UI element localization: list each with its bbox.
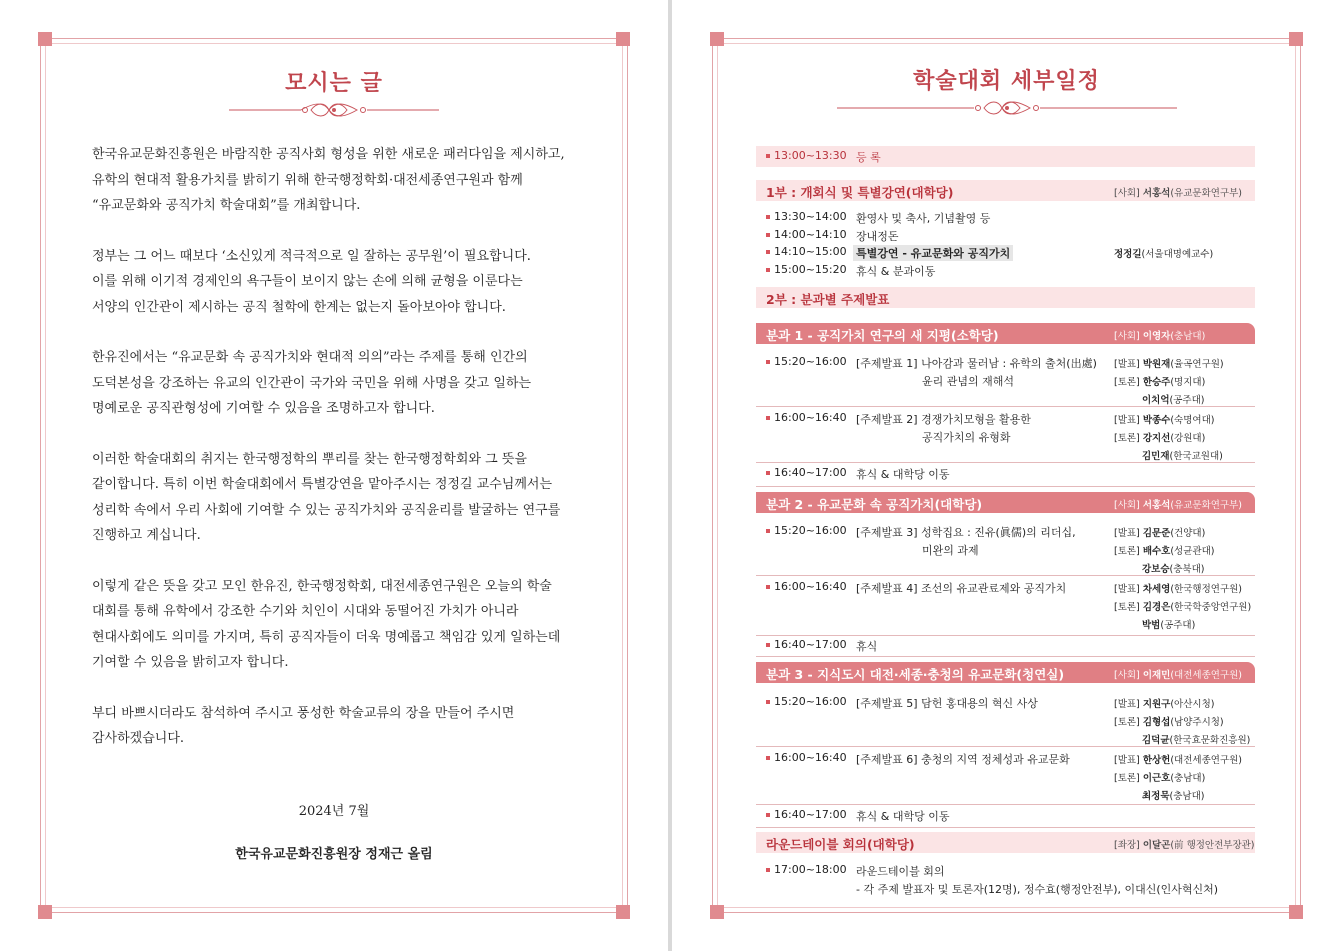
- letter-line: 감사하겠습니다.: [92, 731, 185, 746]
- session-header: [756, 323, 1255, 344]
- session-host: [1114, 497, 1242, 511]
- roundtable-header: [756, 832, 1255, 853]
- participant: [1114, 374, 1205, 388]
- letter-line: 진행하고 계십니다.: [92, 528, 201, 543]
- talk-subtitle: 윤리 관념의 재해석: [922, 375, 1015, 388]
- participant-aff: (한국교원대): [1169, 451, 1223, 462]
- row-separator: [756, 575, 1255, 576]
- row-desc: 장내정돈: [856, 230, 899, 243]
- letter-paragraph: [92, 447, 584, 549]
- participant-role: [토론]: [1114, 717, 1140, 728]
- row-separator: [756, 746, 1255, 747]
- host-name: 이재민: [1142, 670, 1171, 681]
- participant: [1114, 752, 1242, 766]
- participant: [1114, 696, 1214, 710]
- session-host: [1114, 328, 1205, 342]
- row-separator: [756, 804, 1255, 805]
- participant-aff: (강원대): [1170, 433, 1206, 444]
- registration-label: 등 록: [856, 151, 881, 164]
- participant-role: [발표]: [1114, 755, 1140, 766]
- schedule-title: 학술대회 세부일정: [913, 69, 1100, 94]
- corner-ornament: [616, 32, 630, 46]
- letter-line: “유교문화와 공직가치 학술대회”를 개최합니다.: [92, 198, 361, 213]
- talk-subtitle: 미완의 과제: [922, 544, 979, 557]
- talk-subtitle: 공직가치의 유형화: [922, 431, 1011, 444]
- talk-title: [주제발표 4] 조선의 유교관료제와 공직가치: [856, 582, 1067, 595]
- participant-aff: (대전세종연구원): [1170, 755, 1242, 766]
- participant-name: 김경은: [1142, 602, 1171, 613]
- participant-aff: (아산시청): [1170, 699, 1215, 710]
- row-separator: [756, 406, 1255, 407]
- letter-paragraph: [92, 345, 584, 422]
- participant-aff: (건양대): [1170, 528, 1206, 539]
- participant-name: 이치억: [1142, 395, 1170, 406]
- row-time: 14:00~14:10: [774, 228, 847, 241]
- participant-aff: (성균관대): [1170, 546, 1215, 557]
- participant: [1142, 448, 1223, 462]
- row-separator: [756, 486, 1255, 487]
- bullet-icon: [766, 585, 770, 589]
- letter-line: 도덕본성을 강조하는 유교의 인간관이 국가와 국민을 위해 사명을 갖고 일하는: [92, 375, 532, 391]
- participant-name: 강보승: [1142, 564, 1170, 575]
- participant-aff: (공주대): [1160, 620, 1196, 631]
- row-separator: [756, 635, 1255, 636]
- bullet-icon: [766, 416, 770, 420]
- invitation-letter: [92, 142, 584, 777]
- participant-aff: (공주대): [1169, 395, 1205, 406]
- part2-title: 2부 : 분과별 주제발표: [766, 292, 890, 307]
- participant: [1142, 561, 1204, 575]
- row-separator: [756, 656, 1255, 657]
- host-aff: (유교문화연구부): [1170, 500, 1242, 511]
- letter-line: 명예로운 공직관형성에 기여할 수 있음을 조명하고자 합니다.: [92, 401, 435, 416]
- corner-ornament: [616, 905, 630, 919]
- break-time: 16:40~17:00: [774, 638, 847, 651]
- row-separator: [756, 462, 1255, 463]
- break-desc: 휴식 & 대학당 이동: [856, 468, 950, 481]
- letter-date: 2024년 7월: [298, 804, 370, 819]
- part2-header: [756, 287, 1255, 308]
- participant: [1142, 617, 1195, 631]
- bullet-icon: [766, 215, 770, 219]
- break-time: 16:40~17:00: [774, 808, 847, 821]
- participant-role: [발표]: [1114, 359, 1140, 370]
- participant: [1142, 788, 1204, 802]
- corner-ornament: [38, 905, 52, 919]
- letter-line: 대회를 통해 유학에서 강조한 수기와 치인이 시대와 동떨어진 가치가 아니라: [92, 604, 519, 619]
- letter-line: 한국유교문화진흥원은 바람직한 공직사회 형성을 위한 새로운 패러다임을 제시하고,: [92, 147, 565, 162]
- participant-name: 김형섭: [1142, 717, 1171, 728]
- letter-paragraph: [92, 574, 584, 676]
- bullet-icon: [766, 700, 770, 704]
- row-desc: 휴식 & 분과이동: [856, 265, 936, 278]
- talk-title: [주제발표 1] 나아감과 물러남 : 유학의 출처(出處): [856, 357, 1097, 370]
- participant-role: [토론]: [1114, 602, 1140, 613]
- part1-title: 1부 : 개회식 및 특별강연(대학당): [766, 185, 954, 200]
- participant-name: 최정묵: [1142, 791, 1170, 802]
- talk-row: [756, 411, 1255, 461]
- roundtable-chair: [좌장] 이달곤(前 행정안전부장관): [1114, 840, 1255, 851]
- lecturer: 정정길(서울대명예교수): [1114, 249, 1214, 260]
- participant-role: [발표]: [1114, 584, 1140, 595]
- bullet-icon: [766, 643, 770, 647]
- talk-row: [756, 695, 1255, 745]
- participant-role: [토론]: [1114, 433, 1140, 444]
- break-desc: 휴식 & 대학당 이동: [856, 810, 950, 823]
- participant-role: [발표]: [1114, 528, 1140, 539]
- special-lecture: 특별강연 - 유교문화와 공직가치: [853, 245, 1013, 261]
- participant-role: [발표]: [1114, 415, 1140, 426]
- participant-name: 박원재: [1142, 359, 1171, 370]
- session-title: 분과 2 - 유교문화 속 공직가치(대학당): [766, 497, 983, 512]
- corner-ornament: [710, 32, 724, 46]
- bullet-icon: [766, 154, 770, 158]
- participant: [1114, 412, 1214, 426]
- participant-name: 한상헌: [1142, 755, 1171, 766]
- participant-name: 김민재: [1142, 451, 1170, 462]
- participant: [1114, 581, 1242, 595]
- talk-time: 15:20~16:00: [774, 355, 847, 368]
- participant: [1114, 430, 1205, 444]
- bullet-icon: [766, 250, 770, 254]
- right-page: [672, 0, 1341, 951]
- participant-aff: (한국효문화진흥원): [1169, 735, 1251, 746]
- corner-ornament: [710, 905, 724, 919]
- row-separator: [756, 827, 1255, 828]
- letter-line: 이렇게 같은 뜻을 갖고 모인 한유진, 한국행정학회, 대전세종연구원은 오늘의 학술: [92, 578, 552, 594]
- participant-role: [토론]: [1114, 773, 1140, 784]
- talk-time: 16:00~16:40: [774, 580, 847, 593]
- participant-name: 차세영: [1142, 584, 1171, 595]
- row-time: 14:10~15:00: [774, 245, 847, 258]
- page-title: 모시는 글: [285, 71, 383, 96]
- letter-line: 같이합니다. 특히 이번 학술대회에서 특별강연을 맡아주시는 정정길 교수님께서는: [92, 477, 553, 492]
- session-title: 분과 1 - 공직가치 연구의 새 지평(소학당): [766, 328, 999, 343]
- letter-line: 유학의 현대적 활용가치를 밝히기 위해 한국행정학회·대전세종연구원과 함께: [92, 172, 523, 188]
- session-header: [756, 492, 1255, 513]
- participant-aff: (남양주시청): [1170, 717, 1224, 728]
- row-time: 13:30~14:00: [774, 210, 847, 223]
- talk-title: [주제발표 6] 충청의 지역 정체성과 유교문화: [856, 753, 1070, 766]
- talk-time: 15:20~16:00: [774, 695, 847, 708]
- talk-row: [756, 751, 1255, 801]
- letter-line: 부디 바쁘시더라도 참석하여 주시고 풍성한 학술교류의 장을 만들어 주시면: [92, 705, 515, 721]
- participant-name: 배수호: [1142, 546, 1171, 557]
- session-header: [756, 662, 1255, 683]
- corner-ornament: [1289, 905, 1303, 919]
- participant: [1142, 732, 1250, 746]
- participant: [1114, 525, 1205, 539]
- talk-time: 15:20~16:00: [774, 524, 847, 537]
- talk-title: [주제발표 2] 경쟁가치모형을 활용한: [856, 413, 1031, 426]
- participant-aff: (율곡연구원): [1170, 359, 1224, 370]
- participant: [1114, 543, 1214, 557]
- participant: [1114, 770, 1205, 784]
- bullet-icon: [766, 471, 770, 475]
- letter-line: 한유진에서는 “유교문화 속 공직가치와 현대적 의의”라는 주제를 통해 인간의: [92, 350, 528, 365]
- bullet-icon: [766, 268, 770, 272]
- host-aff: (대전세종연구원): [1170, 670, 1242, 681]
- participant-name: 이근호: [1142, 773, 1171, 784]
- participant-role: [발표]: [1114, 699, 1140, 710]
- letter-line: 이를 위해 이기적 경제인의 욕구들이 보이지 않는 손에 의해 균형을 이룬다는: [92, 274, 523, 289]
- session-host: [1114, 667, 1242, 681]
- letter-paragraph: [92, 701, 584, 752]
- letter-line: 성리학 속에서 우리 사회에 기여할 수 있는 공직가치와 공직윤리를 발굴하는 연구를: [92, 502, 561, 518]
- bullet-icon: [766, 233, 770, 237]
- talk-time: 16:00~16:40: [774, 751, 847, 764]
- letter-signature: 한국유교문화진흥원장 정재근 올림: [235, 847, 433, 862]
- session-title: 분과 3 - 지식도시 대전·세종·충청의 유교문화(청연실): [766, 667, 1065, 682]
- row-time: 15:00~15:20: [774, 263, 847, 276]
- row-subdesc: - 각 주제 발표자 및 토론자(12명), 정수효(행정안전부), 이대신(인사혁신처): [856, 883, 1219, 896]
- participant-role: [토론]: [1114, 377, 1140, 388]
- left-page: [0, 0, 668, 951]
- letter-line: 이러한 학술대회의 취지는 한국행정학의 뿌리를 찾는 한국행정학회와 그 뜻을: [92, 451, 527, 467]
- participant-name: 강지선: [1142, 433, 1171, 444]
- bullet-icon: [766, 813, 770, 817]
- talk-row: [756, 524, 1255, 574]
- break-time: 16:40~17:00: [774, 466, 847, 479]
- participant-aff: (충북대): [1169, 564, 1205, 575]
- participant-aff: (충남대): [1169, 791, 1205, 802]
- host-role: [사회]: [1114, 500, 1140, 511]
- participant: [1114, 714, 1224, 728]
- registration-time: 13:00~13:30: [774, 149, 847, 162]
- corner-ornament: [38, 32, 52, 46]
- participant-name: 김문준: [1142, 528, 1171, 539]
- roundtable-title: 라운드테이블 회의(대학당): [766, 837, 915, 852]
- divider-ornament-icon: [229, 100, 439, 120]
- corner-ornament: [1289, 32, 1303, 46]
- talk-title: [주제발표 5] 담헌 홍대용의 혁신 사상: [856, 697, 1038, 710]
- letter-paragraph: [92, 244, 584, 321]
- part1-header: [756, 180, 1255, 201]
- participant: [1142, 392, 1204, 406]
- bullet-icon: [766, 360, 770, 364]
- host-aff: (충남대): [1170, 331, 1206, 342]
- participant-name: 박범: [1142, 620, 1161, 631]
- registration-bar: [756, 146, 1255, 167]
- letter-line: 현대사회에도 의미를 가지며, 특히 공직자들이 더욱 명예롭고 책임감 있게 일하는데: [92, 629, 561, 645]
- host-role: [사회]: [1114, 670, 1140, 681]
- bullet-icon: [766, 868, 770, 872]
- letter-line: 기여할 수 있음을 밝히고자 합니다.: [92, 655, 289, 670]
- participant-aff: (한국행정연구원): [1170, 584, 1242, 595]
- host-name: 이영자: [1142, 331, 1171, 342]
- participant-role: [토론]: [1114, 546, 1140, 557]
- talk-time: 16:00~16:40: [774, 411, 847, 424]
- talk-title: [주제발표 3] 성학집요 : 진유(眞儒)의 리더십,: [856, 526, 1076, 539]
- host-name: 서홍석: [1142, 500, 1171, 511]
- break-desc: 휴식: [856, 640, 878, 653]
- participant-aff: (숙명여대): [1170, 415, 1215, 426]
- bullet-icon: [766, 529, 770, 533]
- talk-row: [756, 580, 1255, 630]
- participant-aff: (명지대): [1170, 377, 1206, 388]
- part1-host: [사회] 서홍석(유교문화연구부): [1114, 188, 1242, 199]
- divider-ornament-icon: [837, 98, 1177, 118]
- participant: [1114, 599, 1251, 613]
- participant-name: 김덕균: [1142, 735, 1170, 746]
- row-desc: 환영사 및 축사, 기념촬영 등: [856, 212, 991, 225]
- row-time: 17:00~18:00: [774, 863, 847, 876]
- participant-name: 한승주: [1142, 377, 1171, 388]
- host-role: [사회]: [1114, 331, 1140, 342]
- participant-aff: (충남대): [1170, 773, 1206, 784]
- participant-name: 지원구: [1142, 699, 1171, 710]
- bullet-icon: [766, 756, 770, 760]
- participant-aff: (한국학중앙연구원): [1170, 602, 1252, 613]
- talk-row: [756, 355, 1255, 405]
- participant-name: 박종수: [1142, 415, 1171, 426]
- letter-line: 서양의 인간관이 제시하는 공직 철학에 한계는 없는지 돌아보아야 합니다.: [92, 299, 506, 315]
- letter-paragraph: [92, 142, 584, 219]
- participant: [1114, 356, 1224, 370]
- letter-line: 정부는 그 어느 때보다 ‘소신있게 적극적으로 일 잘하는 공무원’이 필요합니다.: [92, 248, 531, 264]
- row-desc: 라운드테이블 회의: [856, 865, 945, 878]
